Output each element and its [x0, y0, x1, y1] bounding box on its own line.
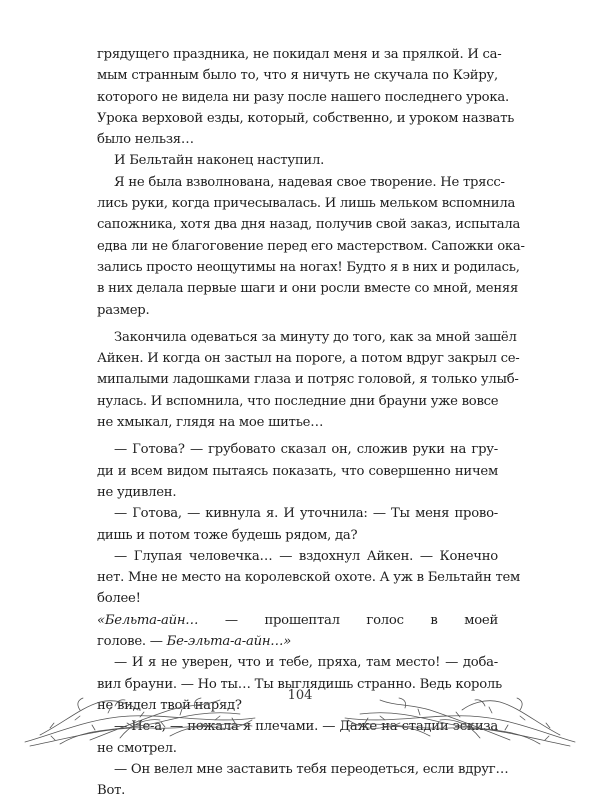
text-line: — Готова? — грубовато сказал он, сложив руки на гру-	[114, 442, 498, 458]
text-line: более!	[97, 591, 141, 607]
text-line: вил брауни. — Но ты… Ты выглядишь странно. Ведь король	[97, 676, 502, 692]
text-line: зались просто неощутимы на ногах! Будто я в них и родилась,	[97, 259, 520, 275]
text-line: И Бельтайн наконец наступил.	[114, 153, 325, 169]
text-fragment: голове. —	[97, 634, 163, 650]
thorny-vine-ornament-left-icon	[20, 680, 260, 750]
text-line: не хмыкал, глядя на мое шитье…	[97, 415, 324, 431]
text-line: Айкен. И когда он застыл на пороге, а потом вдруг закрыл се-	[97, 351, 520, 367]
text-line: Закончила одеваться за минуту до того, как за мной зашёл	[114, 329, 517, 345]
text-line: Я не была взволнована, надевая свое творение. Не трясс-	[114, 174, 505, 190]
thorny-vine-ornament-right-icon	[340, 680, 580, 750]
text-line: лись руки, когда причесывалась. И лишь мельком вспомнила	[97, 196, 516, 212]
text-line: — Он велел мне заставить тебя переодеться, если вдруг…	[114, 761, 509, 777]
text-line-italic	[97, 610, 498, 631]
text-line: — Глупая человечка… — вздохнул Айкен. — Конечно	[114, 548, 498, 564]
text-line: ди и всем видом пытаясь показать, что совершенно ничем	[97, 463, 498, 479]
page-number: 104	[287, 688, 313, 703]
text-line: в них делала первые шаги и они росли вместе со мной, меняя	[97, 281, 519, 297]
text-line: мипалыми ладошками глаза и потряс головой, я только улыб-	[97, 372, 519, 388]
text-line: нулась. И вспомнила, что последние дни брауни уже вовсе	[97, 393, 499, 409]
text-line: едва ли не благоговение перед его мастерством. Сапожки ока-	[97, 238, 525, 254]
text-line: — Не-а, — пожала я плечами. — Даже на стадии эскиза	[114, 719, 498, 735]
text-line-italic	[97, 631, 498, 652]
text-line: — Готова, — кивнула я. И уточнила: — Ты меня прово-	[114, 506, 498, 522]
italic-fragment: «Бельта-айн…	[97, 612, 199, 628]
text-line: не видел твой наряд?	[97, 697, 242, 713]
text-line: мым странным было то, что я ничуть не скучала по Кэйру,	[97, 68, 498, 84]
text-line: нет. Мне не место на королевской охоте. А уж в Бельтайн тем	[97, 570, 521, 586]
italic-fragment: Бе-эльта-а-айн…»	[166, 634, 292, 650]
text-line: — И я не уверен, что и тебе, пряха, там место! — доба-	[114, 655, 498, 671]
text-line: сапожника, хотя два дня назад, получив свой заказ, испытала	[97, 217, 521, 233]
text-line: не удивлен.	[97, 484, 177, 500]
text-line: было нельзя…	[97, 132, 194, 148]
text-line: дишь и потом тоже будешь рядом, да?	[97, 527, 358, 543]
text-line: которого не видела ни разу после нашего последнего урока.	[97, 89, 509, 105]
text-fragment: — прошептал голос в моей	[224, 612, 498, 628]
text-line: Вот.	[97, 783, 126, 799]
text-line: грядущего праздника, не покидал меня и за прялкой. И са-	[97, 47, 502, 62]
text-line: Урока верховой езды, который, собственно, и уроком назвать	[97, 110, 515, 126]
text-line: размер.	[97, 302, 150, 318]
text-line: не смотрел.	[97, 740, 177, 756]
